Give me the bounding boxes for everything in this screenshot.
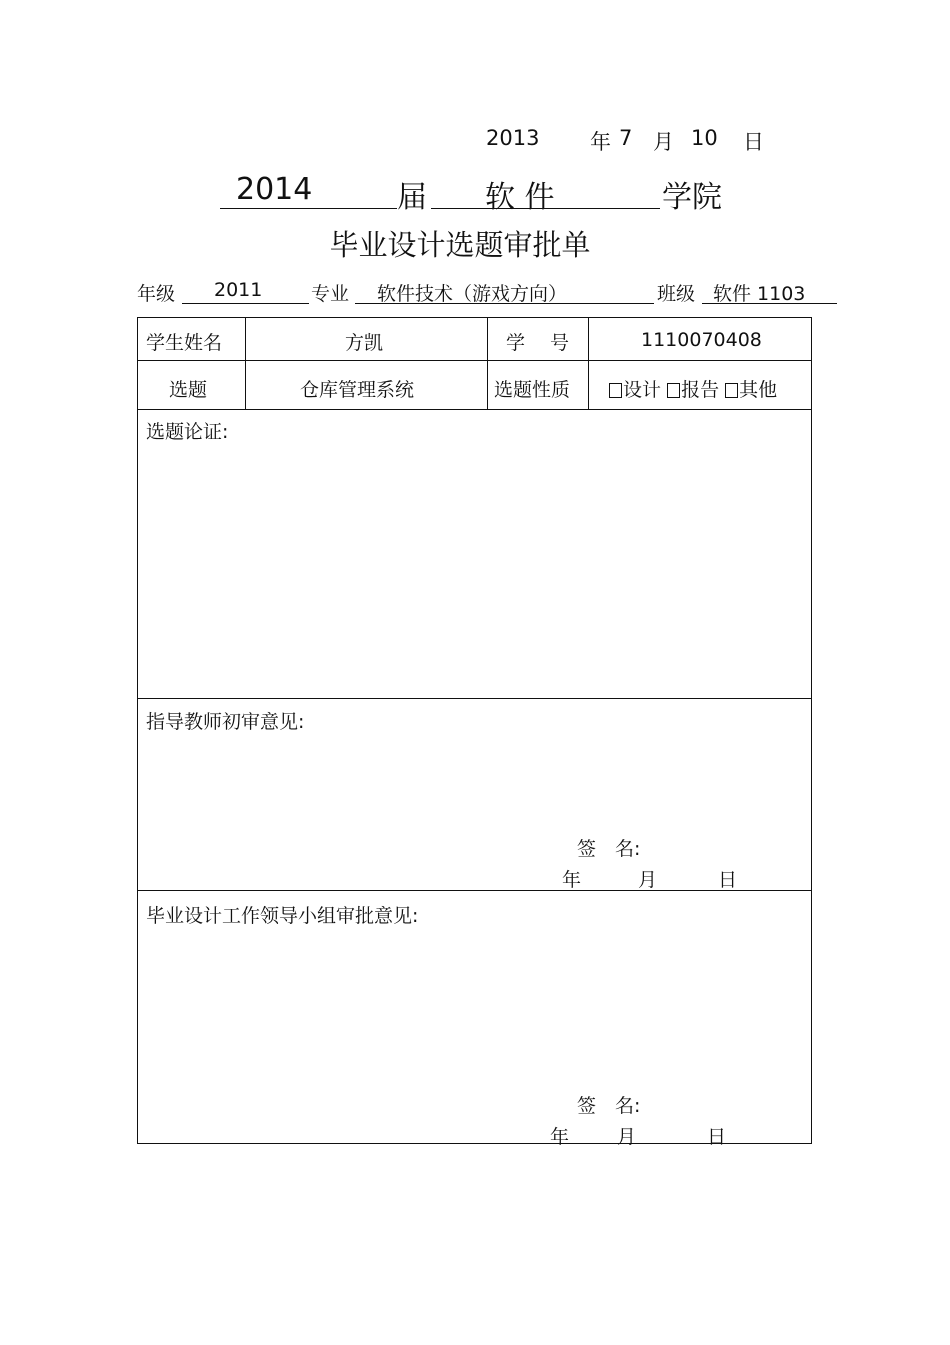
design-checkbox[interactable] [609, 383, 622, 398]
other-checkbox[interactable] [725, 383, 738, 398]
advisor-day-label: 日 [718, 869, 738, 891]
committee-opinion-label: 毕业设计工作领导小组审批意见: [146, 905, 419, 927]
topic-value: 仓库管理系统 [300, 379, 415, 401]
report-checkbox[interactable] [667, 383, 680, 398]
col-divider-3 [588, 318, 589, 409]
student-id-value: 1110070408 [641, 329, 762, 351]
grade-label: 年级 [137, 283, 176, 305]
committee-year-label: 年 [550, 1126, 570, 1148]
approval-table [137, 317, 812, 1148]
title-underline-2 [431, 208, 660, 209]
grade-underline [182, 303, 309, 304]
row-divider-3 [138, 698, 811, 699]
argument-label: 选题论证: [146, 421, 229, 443]
title-jie: 届 [397, 180, 427, 215]
committee-month-label: 月 [617, 1126, 637, 1148]
row-divider-2 [138, 409, 811, 410]
row-divider-4 [138, 890, 811, 891]
student-name-label: 学生姓名 [146, 332, 223, 354]
major-underline [355, 303, 654, 304]
nature-options [609, 375, 777, 402]
design-label: 设计 [623, 379, 662, 401]
committee-day-label: 日 [707, 1126, 727, 1148]
student-id-label: 学 号 [506, 332, 570, 354]
advisor-sign-label: 签 名: [577, 838, 641, 860]
class-value: 软件 1103 [713, 283, 806, 305]
nature-label: 选题性质 [494, 379, 571, 401]
nature-option-report[interactable] [667, 379, 719, 401]
other-label: 其他 [739, 379, 778, 401]
report-label: 报告 [681, 379, 720, 401]
title-underline-1 [220, 208, 397, 209]
advisor-month-label: 月 [638, 869, 658, 891]
col-divider-1 [245, 318, 246, 409]
date-month: 7 [619, 126, 633, 150]
date-day: 10 [691, 126, 718, 150]
major-value: 软件技术（游戏方向） [377, 283, 568, 305]
student-name-value: 方凯 [345, 332, 384, 354]
nature-option-design[interactable] [609, 379, 661, 401]
col-divider-2 [487, 318, 488, 409]
advisor-year-label: 年 [562, 869, 582, 891]
date-year-char: 年 [590, 130, 611, 154]
row-divider-1 [138, 360, 811, 361]
class-label: 班级 [657, 283, 696, 305]
advisor-opinion-label: 指导教师初审意见: [146, 711, 305, 733]
date-year: 2013 [486, 126, 540, 150]
title-class-year: 2014 [236, 172, 313, 207]
nature-option-other[interactable] [725, 379, 777, 401]
date-month-char: 月 [653, 130, 674, 154]
date-day-char: 日 [743, 130, 764, 154]
title-college-suffix: 学院 [662, 180, 722, 215]
major-label: 专业 [311, 283, 350, 305]
topic-label: 选题 [169, 379, 208, 401]
committee-sign-label: 签 名: [577, 1095, 641, 1117]
class-underline [702, 303, 837, 304]
document-subtitle: 毕业设计选题审批单 [329, 228, 591, 262]
title-college: 软 件 [485, 180, 555, 215]
grade-value: 2011 [214, 279, 263, 301]
